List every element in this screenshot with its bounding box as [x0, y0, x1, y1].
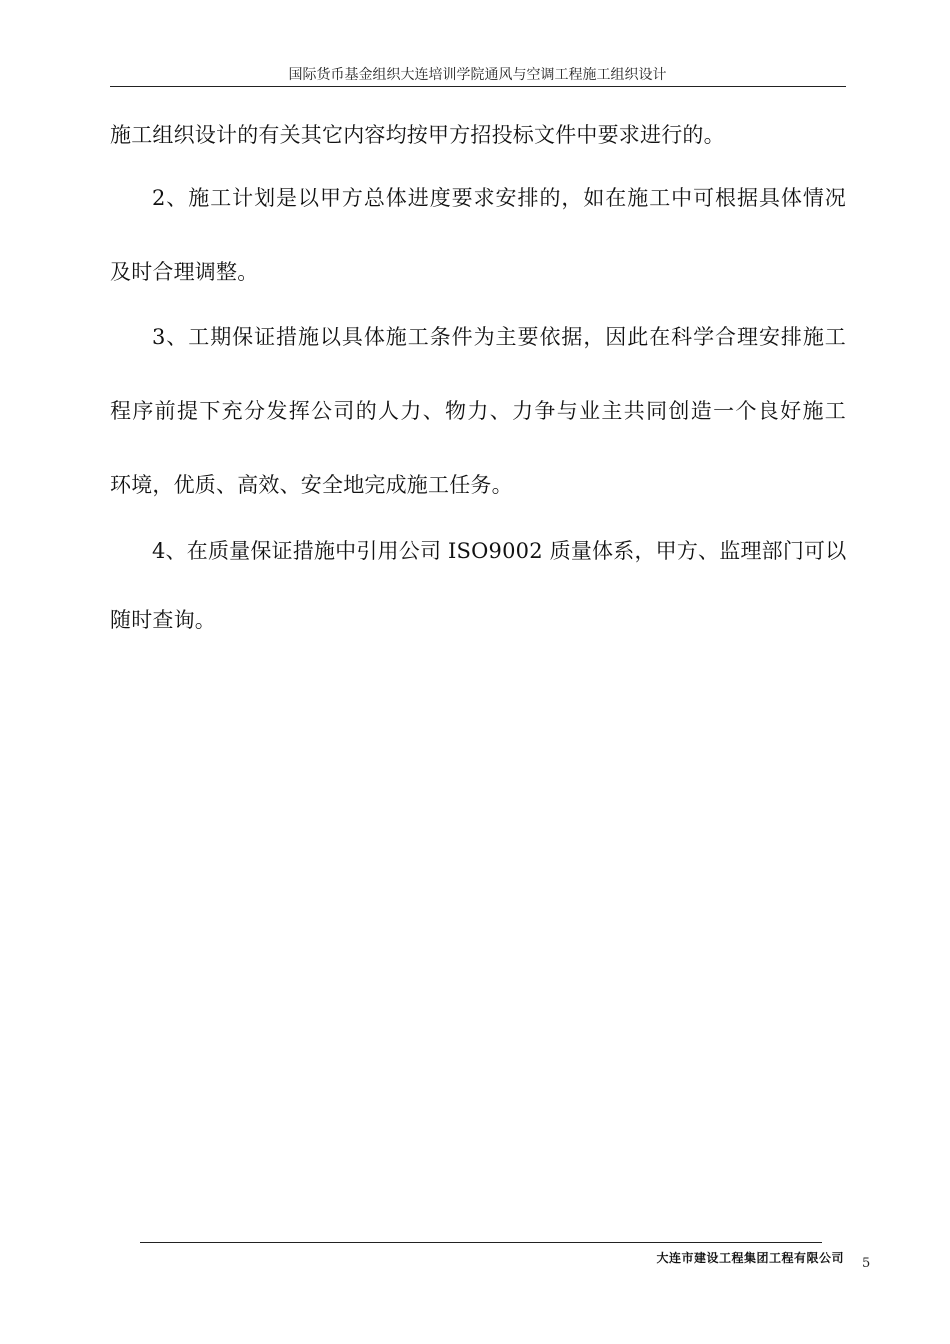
paragraph-line-1: 施工组织设计的有关其它内容均按甲方招投标文件中要求进行的。: [110, 123, 725, 147]
paragraph-4-line-2: 随时查询。: [110, 608, 216, 632]
paragraph-4-line-1: 4、在质量保证措施中引用公司 ISO9002 质量体系，甲方、监理部门可以: [152, 539, 847, 563]
page-header-title: 国际货币基金组织大连培训学院通风与空调工程施工组织设计: [288, 67, 667, 83]
footer-divider: [140, 1242, 822, 1243]
paragraph-3-line-2: 程序前提下充分发挥公司的人力、物力、力争与业主共同创造一个良好施工: [110, 399, 846, 423]
paragraph-2-line-1: 2、施工计划是以甲方总体进度要求安排的，如在施工中可根据具体情况: [152, 186, 846, 210]
header-divider: [110, 86, 846, 87]
footer-company-name: 大连市建设工程集团工程有限公司: [656, 1251, 844, 1265]
paragraph-3-line-3: 环境，优质、高效、安全地完成施工任务。: [110, 473, 513, 497]
paragraph-2-line-2: 及时合理调整。: [110, 260, 259, 284]
page-number: 5: [862, 1256, 871, 1271]
paragraph-3-line-1: 3、工期保证措施以具体施工条件为主要依据，因此在科学合理安排施工: [152, 325, 846, 349]
